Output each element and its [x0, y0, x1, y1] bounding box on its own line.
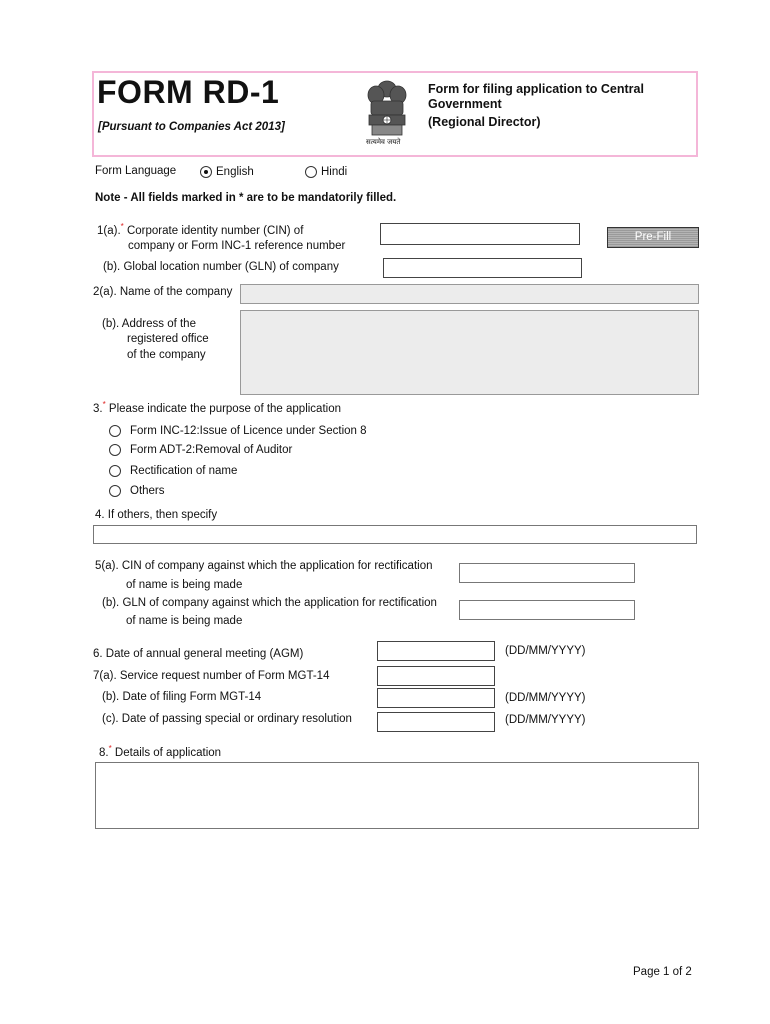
q1b-label: (b). Global location number (GLN) of company [103, 261, 339, 273]
q2b-label-line1: (b). Address of the [102, 318, 196, 330]
purpose-adt2-radio[interactable] [109, 444, 121, 456]
q5a-label-line1: 5(a). CIN of company against which the application for rectification [95, 560, 433, 572]
purpose-rectification-radio[interactable] [109, 465, 121, 477]
rectification-cin-input[interactable] [459, 563, 635, 583]
emblem-caption: सत्यमेव जयते [366, 138, 401, 146]
required-star: * [108, 744, 112, 753]
company-name-field[interactable] [240, 284, 699, 304]
required-star: * [102, 400, 106, 409]
q7b-label: (b). Date of filing Form MGT-14 [102, 691, 262, 703]
resolution-date-format: (DD/MM/YYYY) [505, 714, 586, 726]
purpose-inc12-label: Form INC-12:Issue of Licence under Section 8 [130, 425, 367, 437]
application-details-textarea[interactable] [95, 762, 699, 829]
mgt14-filing-date-input[interactable] [377, 688, 495, 708]
language-hindi-radio[interactable] [305, 166, 317, 178]
pursuant-text: [Pursuant to Companies Act 2013] [98, 121, 285, 133]
q1a-label [97, 222, 303, 237]
purpose-adt2-label: Form ADT-2:Removal of Auditor [130, 444, 293, 456]
agm-date-format: (DD/MM/YYYY) [505, 645, 586, 657]
q5a-label-line2: of name is being made [126, 579, 243, 591]
purpose-others-radio[interactable] [109, 485, 121, 497]
prefill-button[interactable]: Pre-Fill [607, 227, 699, 248]
form-language-label: Form Language [95, 165, 177, 177]
q6-label: 6. Date of annual general meeting (AGM) [93, 648, 304, 660]
resolution-date-input[interactable] [377, 712, 495, 732]
mandatory-note: Note - All fields marked in * are to be mandatorily filled. [95, 192, 397, 204]
purpose-inc12-radio[interactable] [109, 425, 121, 437]
form-description-line1: Form for filing application to Central [428, 82, 644, 96]
q4-label: 4. If others, then specify [95, 509, 218, 521]
q5b-label-line1: (b). GLN of company against which the application for rectification [102, 597, 437, 609]
q2b-label-line3: of the company [127, 349, 206, 361]
page-number: Page 1 of 2 [633, 966, 692, 978]
mgt14-srn-input[interactable] [377, 666, 495, 686]
purpose-rectification-label: Rectification of name [130, 465, 238, 477]
q8-text: Details of application [114, 746, 222, 759]
rectification-gln-input[interactable] [459, 600, 635, 620]
language-hindi-label: Hindi [321, 166, 348, 178]
required-star: * [120, 222, 124, 231]
q1a-text: Corporate identity number (CIN) of [126, 224, 304, 237]
mgt14-filing-date-format: (DD/MM/YYYY) [505, 692, 586, 704]
q2a-label: 2(a). Name of the company [93, 286, 233, 298]
form-description-line2: Government [428, 97, 502, 111]
agm-date-input[interactable] [377, 641, 495, 661]
q7a-label: 7(a). Service request number of Form MGT-14 [93, 670, 330, 682]
q1a-number: 1(a). [97, 224, 121, 237]
q5b-label-line2: of name is being made [126, 615, 243, 627]
registered-office-address-field[interactable] [240, 310, 699, 395]
cin-input[interactable] [380, 223, 580, 245]
q1a-label-line2: company or Form INC-1 reference number [128, 240, 346, 252]
q3-label [93, 400, 341, 415]
language-english-label: English [216, 166, 254, 178]
others-specify-input[interactable] [93, 525, 697, 544]
q2b-label-line2: registered office [127, 333, 209, 345]
language-english-radio[interactable] [200, 166, 212, 178]
purpose-others-label: Others [130, 485, 165, 497]
q8-label [99, 744, 221, 759]
form-description-line3: (Regional Director) [428, 115, 541, 129]
q7c-label: (c). Date of passing special or ordinary resolution [102, 713, 352, 725]
form-title: FORM RD-1 [97, 74, 280, 110]
q8-number: 8. [99, 746, 109, 759]
gln-input[interactable] [383, 258, 582, 278]
q3-number: 3. [93, 402, 103, 415]
national-emblem-icon [362, 75, 412, 149]
q3-text: Please indicate the purpose of the application [108, 402, 341, 415]
